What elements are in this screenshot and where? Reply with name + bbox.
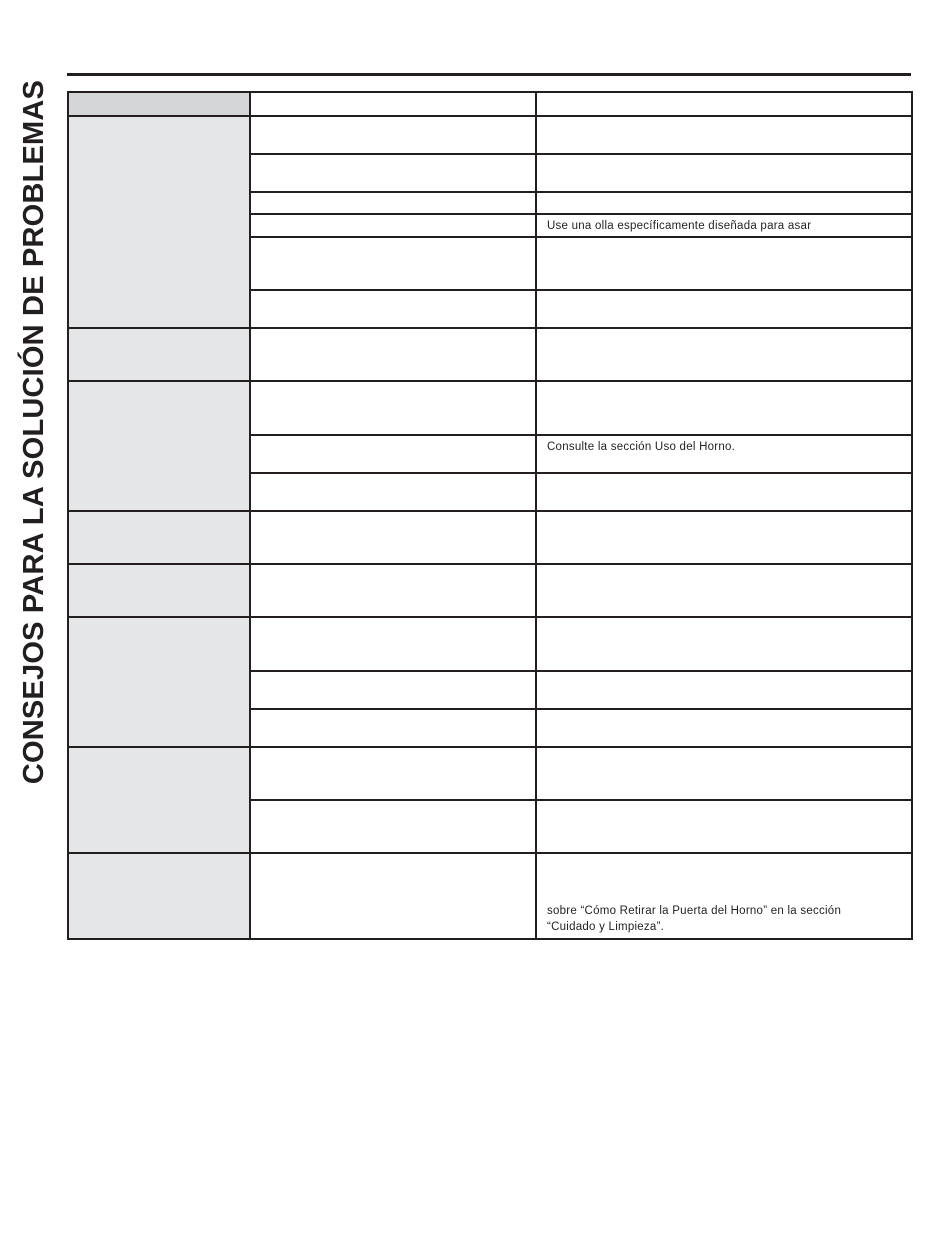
cause-cell bbox=[250, 192, 536, 214]
cause-cell bbox=[250, 214, 536, 237]
problem-cell bbox=[68, 617, 250, 747]
cause-cell bbox=[250, 328, 536, 381]
cause-cell bbox=[250, 154, 536, 192]
cause-cell bbox=[250, 435, 536, 473]
problem-cell bbox=[68, 328, 250, 381]
cause-cell bbox=[250, 709, 536, 747]
table-row bbox=[68, 116, 912, 154]
solution-cell bbox=[536, 328, 912, 381]
cause-cell bbox=[250, 511, 536, 564]
solution-cell: Consulte la sección Uso del Horno. bbox=[536, 435, 912, 473]
solution-cell bbox=[536, 237, 912, 290]
solution-cell bbox=[536, 709, 912, 747]
problem-cell bbox=[68, 116, 250, 328]
problem-cell bbox=[68, 564, 250, 617]
solution-cell bbox=[536, 800, 912, 853]
solution-cell bbox=[536, 473, 912, 511]
table-row bbox=[68, 511, 912, 564]
solution-cell bbox=[536, 671, 912, 709]
table-header-row bbox=[68, 92, 912, 116]
cause-cell bbox=[250, 853, 536, 939]
top-divider bbox=[67, 73, 911, 76]
cause-cell bbox=[250, 116, 536, 154]
table-row bbox=[68, 381, 912, 435]
cause-cell bbox=[250, 564, 536, 617]
cause-cell bbox=[250, 237, 536, 290]
header-cause-cell bbox=[250, 92, 536, 116]
table-row bbox=[68, 747, 912, 800]
header-solution-cell bbox=[536, 92, 912, 116]
solution-cell bbox=[536, 511, 912, 564]
solution-cell bbox=[536, 290, 912, 328]
cause-cell bbox=[250, 747, 536, 800]
solution-cell bbox=[536, 617, 912, 671]
solution-cell bbox=[536, 154, 912, 192]
table-row bbox=[68, 853, 912, 939]
troubleshooting-table bbox=[67, 91, 913, 940]
table-row bbox=[68, 617, 912, 671]
cause-cell bbox=[250, 381, 536, 435]
solution-cell: sobre “Cómo Retirar la Puerta del Horno” en la sección “Cuidado y Limpieza”. bbox=[536, 853, 912, 939]
problem-cell bbox=[68, 381, 250, 511]
header-problem-cell bbox=[68, 92, 250, 116]
problem-cell bbox=[68, 747, 250, 853]
table-row bbox=[68, 564, 912, 617]
solution-cell bbox=[536, 116, 912, 154]
cause-cell bbox=[250, 800, 536, 853]
table-row bbox=[68, 328, 912, 381]
page-side-title: CONSEJOS PARA LA SOLUCIÓN DE PROBLEMAS bbox=[17, 79, 50, 785]
solution-cell bbox=[536, 381, 912, 435]
solution-cell bbox=[536, 192, 912, 214]
cause-cell bbox=[250, 671, 536, 709]
problem-cell bbox=[68, 511, 250, 564]
solution-cell bbox=[536, 747, 912, 800]
cause-cell bbox=[250, 473, 536, 511]
cause-cell bbox=[250, 290, 536, 328]
solution-cell bbox=[536, 564, 912, 617]
problem-cell bbox=[68, 853, 250, 939]
solution-cell: Use una olla específicamente diseñada para asar bbox=[536, 214, 912, 237]
cause-cell bbox=[250, 617, 536, 671]
